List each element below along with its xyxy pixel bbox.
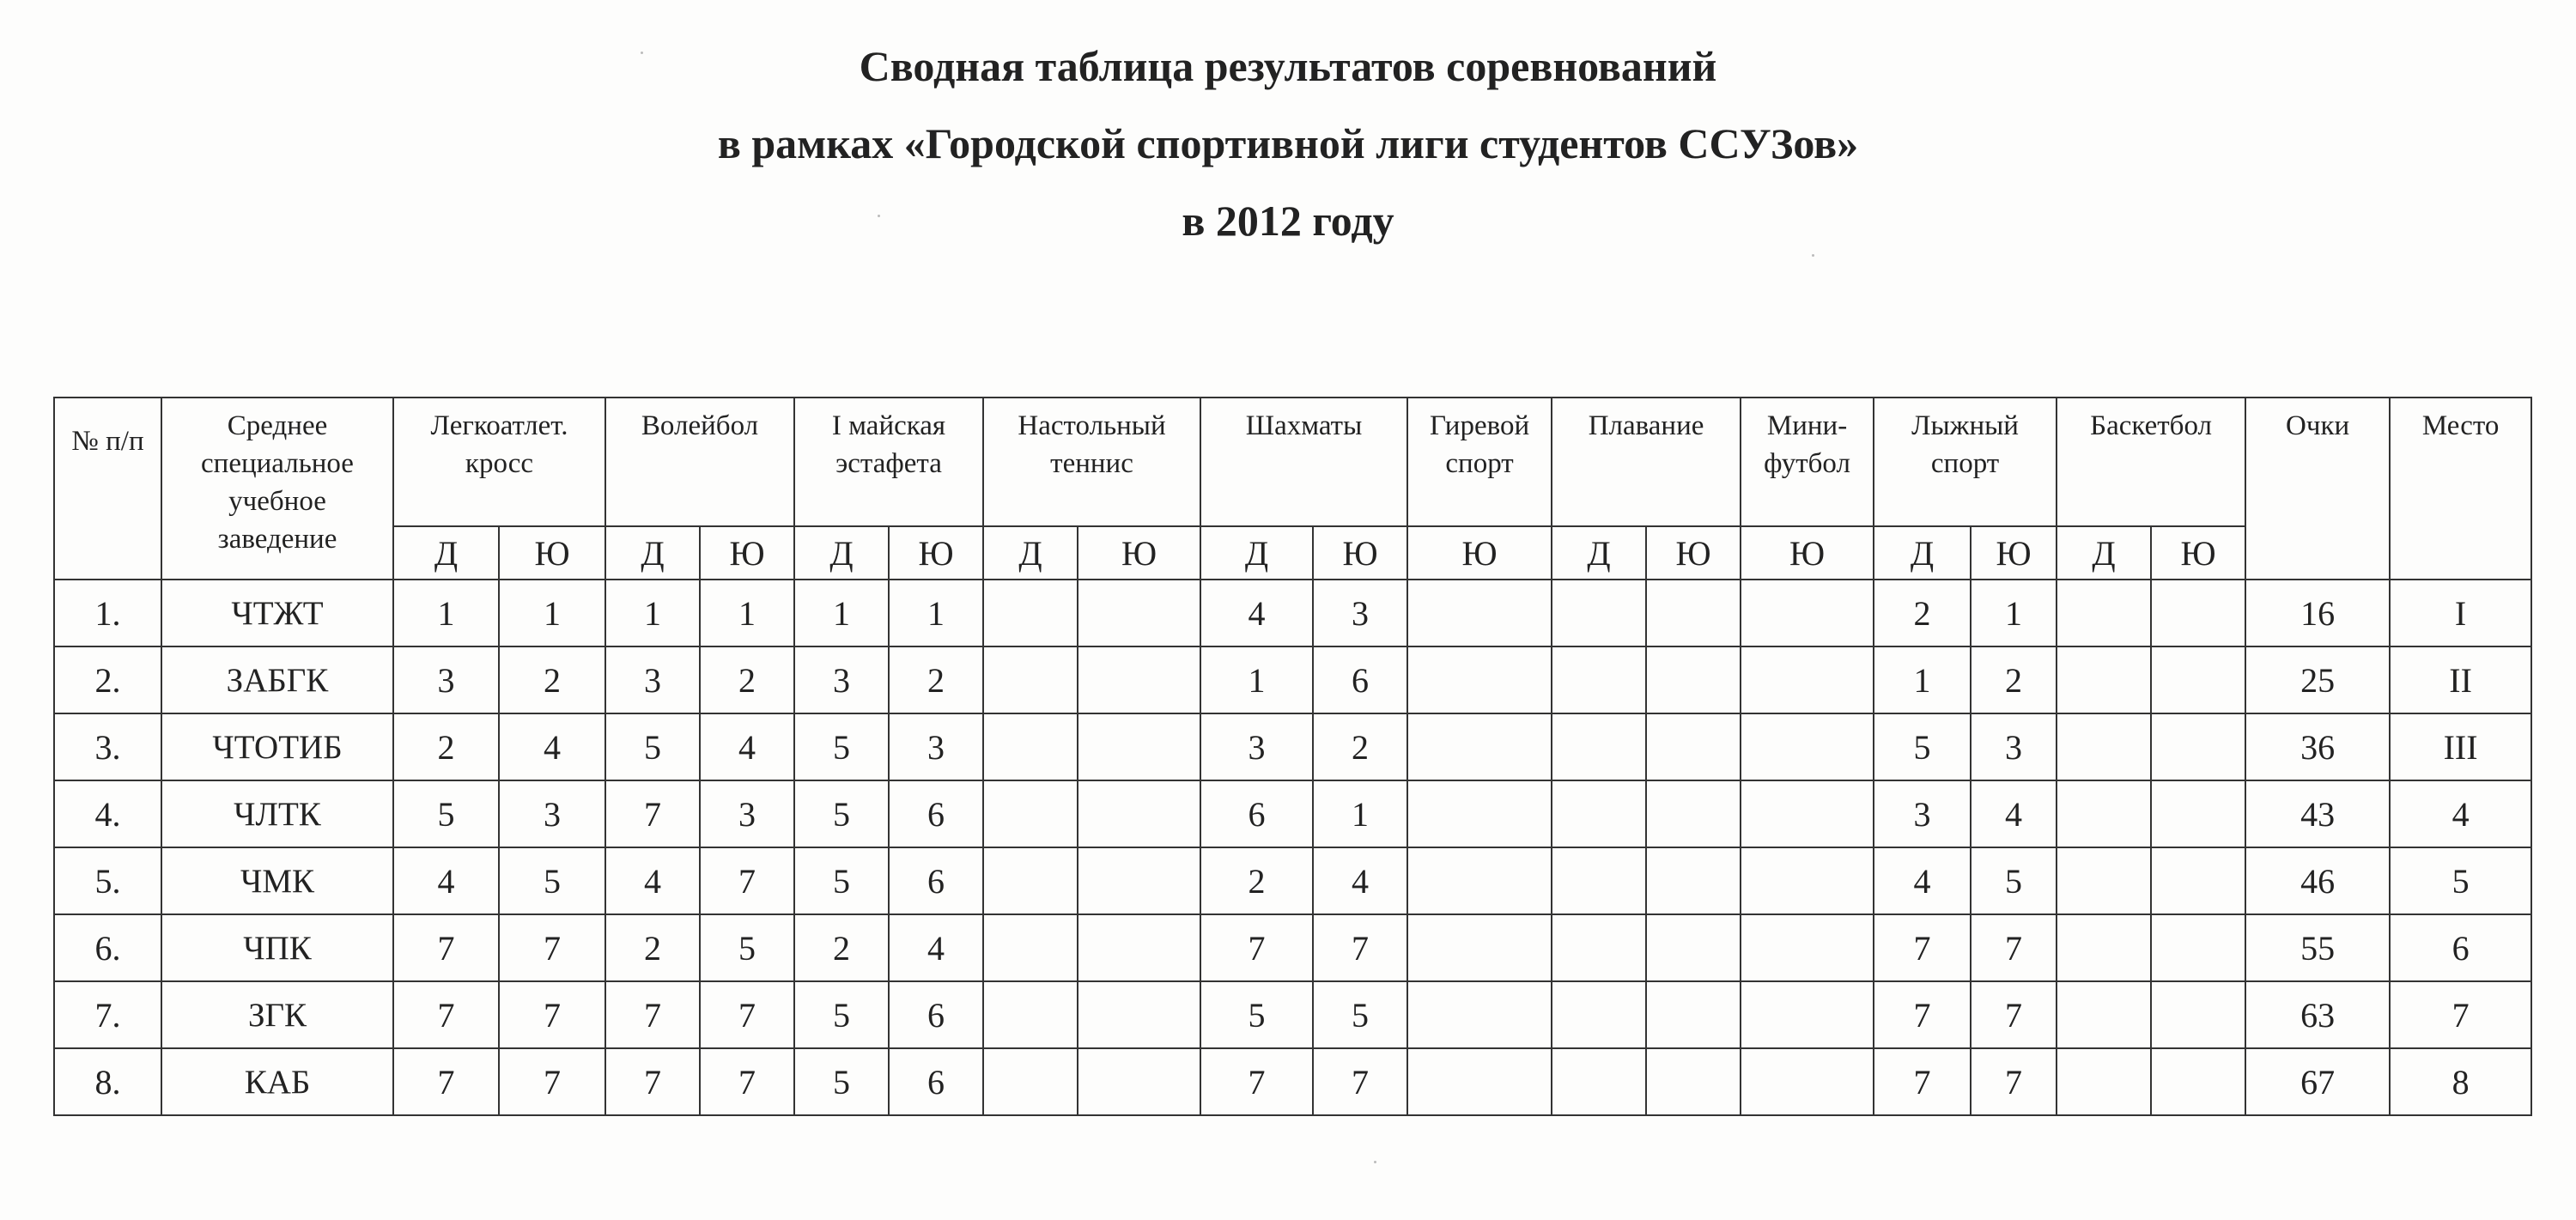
cell-football-y — [1741, 646, 1874, 713]
cell-ski-y: 5 — [1971, 847, 2057, 914]
table-row — [54, 981, 2531, 1048]
cell-swim-y — [1646, 981, 1741, 1048]
cell-ski-d: 2 — [1874, 580, 1971, 646]
subheader-boys: Ю — [1741, 526, 1874, 580]
cell-basket-d — [2057, 914, 2151, 981]
table-row — [54, 713, 2531, 780]
results-table — [53, 397, 2532, 1116]
cell-basket-d — [2057, 780, 2151, 847]
cell-place: 4 — [2390, 780, 2531, 847]
header-volleyball: Волейбол — [605, 398, 794, 526]
cell-basket-d — [2057, 981, 2151, 1048]
table-row — [54, 580, 2531, 646]
cell-relay-d: 5 — [794, 1048, 889, 1115]
cell-swim-d — [1552, 780, 1646, 847]
subheader-boys: Ю — [1646, 526, 1741, 580]
subheader-boys: Ю — [499, 526, 605, 580]
cell-kettlebell-y — [1407, 780, 1552, 847]
row-num: 5. — [54, 847, 161, 914]
cell-swim-d — [1552, 847, 1646, 914]
subheader-girls: Д — [1200, 526, 1313, 580]
title-line-3: в 2012 году — [1182, 197, 1394, 245]
cell-place: 8 — [2390, 1048, 2531, 1115]
cell-points: 25 — [2245, 646, 2390, 713]
cell-swim-y — [1646, 780, 1741, 847]
cell-tennis-y — [1078, 713, 1200, 780]
row-num: 2. — [54, 646, 161, 713]
cell-ski-d: 1 — [1874, 646, 1971, 713]
row-school: ЧТОТИБ — [161, 713, 393, 780]
cell-place: III — [2390, 713, 2531, 780]
cell-basket-d — [2057, 713, 2151, 780]
cell-chess-d: 7 — [1200, 1048, 1313, 1115]
cell-tennis-d — [983, 780, 1078, 847]
cell-place: 5 — [2390, 847, 2531, 914]
row-num: 8. — [54, 1048, 161, 1115]
header-school: Среднее специальное учебное заведение — [161, 398, 393, 580]
cell-ski-d: 4 — [1874, 847, 1971, 914]
row-school: ЧТЖТ — [161, 580, 393, 646]
cell-swim-y — [1646, 1048, 1741, 1115]
cell-chess-d: 1 — [1200, 646, 1313, 713]
cell-ski-d: 7 — [1874, 914, 1971, 981]
cell-relay-d: 5 — [794, 713, 889, 780]
header-num: № п/п — [54, 398, 161, 580]
cell-chess-d: 4 — [1200, 580, 1313, 646]
cell-relay-y: 3 — [889, 713, 983, 780]
cell-chess-d: 5 — [1200, 981, 1313, 1048]
cell-relay-d: 5 — [794, 981, 889, 1048]
cell-tennis-y — [1078, 981, 1200, 1048]
cell-relay-y: 6 — [889, 780, 983, 847]
cell-swim-y — [1646, 580, 1741, 646]
cell-volley-y: 7 — [700, 847, 794, 914]
cell-basket-y — [2151, 847, 2245, 914]
cell-volley-d: 7 — [605, 981, 700, 1048]
cell-points: 43 — [2245, 780, 2390, 847]
title-line-1: Сводная таблица результатов соревнований — [859, 42, 1717, 90]
cell-relay-d: 1 — [794, 580, 889, 646]
row-school: ЧМК — [161, 847, 393, 914]
cell-basket-y — [2151, 580, 2245, 646]
cell-basket-d — [2057, 1048, 2151, 1115]
cell-football-y — [1741, 580, 1874, 646]
subheader-girls: Д — [1552, 526, 1646, 580]
cell-cross-d: 7 — [393, 914, 499, 981]
cell-cross-d: 2 — [393, 713, 499, 780]
cell-volley-d: 3 — [605, 646, 700, 713]
cell-ski-y: 4 — [1971, 780, 2057, 847]
subheader-boys: Ю — [1313, 526, 1407, 580]
cell-points: 36 — [2245, 713, 2390, 780]
document-title — [0, 27, 2576, 259]
row-school: ЗАБГК — [161, 646, 393, 713]
cell-football-y — [1741, 981, 1874, 1048]
subheader-boys: Ю — [1971, 526, 2057, 580]
subheader-boys: Ю — [2151, 526, 2245, 580]
cell-volley-d: 7 — [605, 780, 700, 847]
cell-tennis-d — [983, 1048, 1078, 1115]
scan-speck — [641, 52, 643, 54]
cell-tennis-d — [983, 914, 1078, 981]
cell-relay-y: 1 — [889, 580, 983, 646]
cell-kettlebell-y — [1407, 646, 1552, 713]
cell-chess-y: 2 — [1313, 713, 1407, 780]
cell-tennis-d — [983, 580, 1078, 646]
cell-football-y — [1741, 780, 1874, 847]
cell-ski-y: 7 — [1971, 981, 2057, 1048]
cell-volley-y: 2 — [700, 646, 794, 713]
cell-volley-d: 7 — [605, 1048, 700, 1115]
title-line-2: в рамках «Городской спортивной лиги студентов ССУЗов» — [717, 119, 1859, 167]
cell-ski-y: 7 — [1971, 914, 2057, 981]
cell-ski-d: 3 — [1874, 780, 1971, 847]
subheader-girls: Д — [794, 526, 889, 580]
cell-place: II — [2390, 646, 2531, 713]
cell-points: 46 — [2245, 847, 2390, 914]
cell-ski-d: 7 — [1874, 981, 1971, 1048]
cell-chess-y: 1 — [1313, 780, 1407, 847]
scan-speck — [1812, 254, 1814, 257]
cell-cross-y: 2 — [499, 646, 605, 713]
cell-place: I — [2390, 580, 2531, 646]
cell-chess-d: 2 — [1200, 847, 1313, 914]
cell-cross-y: 7 — [499, 981, 605, 1048]
cell-tennis-d — [983, 646, 1078, 713]
cell-cross-d: 4 — [393, 847, 499, 914]
cell-cross-d: 7 — [393, 981, 499, 1048]
cell-swim-d — [1552, 1048, 1646, 1115]
header-skiing: Лыжный спорт — [1874, 398, 2057, 526]
cell-swim-y — [1646, 646, 1741, 713]
cell-volley-y: 7 — [700, 981, 794, 1048]
cell-football-y — [1741, 847, 1874, 914]
cell-basket-y — [2151, 713, 2245, 780]
cell-chess-d: 6 — [1200, 780, 1313, 847]
header-chess: Шахматы — [1200, 398, 1407, 526]
cell-volley-d: 1 — [605, 580, 700, 646]
header-minifootball: Мини-футбол — [1741, 398, 1874, 526]
cell-basket-d — [2057, 847, 2151, 914]
cell-swim-d — [1552, 713, 1646, 780]
header-swimming: Плавание — [1552, 398, 1741, 526]
table-row — [54, 1048, 2531, 1115]
header-row — [54, 398, 2531, 526]
cell-football-y — [1741, 1048, 1874, 1115]
cell-points: 16 — [2245, 580, 2390, 646]
cell-relay-y: 6 — [889, 981, 983, 1048]
cell-ski-y: 7 — [1971, 1048, 2057, 1115]
cell-volley-y: 5 — [700, 914, 794, 981]
cell-basket-d — [2057, 646, 2151, 713]
subheader-boys: Ю — [889, 526, 983, 580]
cell-cross-y: 1 — [499, 580, 605, 646]
cell-relay-y: 4 — [889, 914, 983, 981]
cell-cross-d: 5 — [393, 780, 499, 847]
row-school: ЧЛТК — [161, 780, 393, 847]
cell-football-y — [1741, 713, 1874, 780]
subheader-girls: Д — [605, 526, 700, 580]
table-row — [54, 914, 2531, 981]
header-tabletennis: Настольный теннис — [983, 398, 1200, 526]
subheader-boys: Ю — [1078, 526, 1200, 580]
header-points: Очки — [2245, 398, 2390, 580]
cell-ski-d: 5 — [1874, 713, 1971, 780]
header-kettlebell: Гиревой спорт — [1407, 398, 1552, 526]
cell-kettlebell-y — [1407, 847, 1552, 914]
cell-tennis-d — [983, 847, 1078, 914]
cell-basket-y — [2151, 1048, 2245, 1115]
scan-speck — [1374, 1161, 1376, 1163]
cell-cross-y: 4 — [499, 713, 605, 780]
cell-kettlebell-y — [1407, 981, 1552, 1048]
cell-relay-d: 5 — [794, 780, 889, 847]
cell-chess-d: 3 — [1200, 713, 1313, 780]
cell-relay-d: 2 — [794, 914, 889, 981]
cell-tennis-y — [1078, 780, 1200, 847]
cell-kettlebell-y — [1407, 1048, 1552, 1115]
cell-swim-d — [1552, 981, 1646, 1048]
cell-cross-d: 1 — [393, 580, 499, 646]
cell-tennis-d — [983, 713, 1078, 780]
cell-cross-d: 7 — [393, 1048, 499, 1115]
cell-basket-y — [2151, 780, 2245, 847]
cell-kettlebell-y — [1407, 713, 1552, 780]
cell-swim-y — [1646, 847, 1741, 914]
cell-tennis-y — [1078, 914, 1200, 981]
cell-basket-y — [2151, 646, 2245, 713]
cell-place: 7 — [2390, 981, 2531, 1048]
cell-basket-d — [2057, 580, 2151, 646]
subheader-girls: Д — [2057, 526, 2151, 580]
cell-tennis-y — [1078, 646, 1200, 713]
subheader-boys: Ю — [1407, 526, 1552, 580]
cell-relay-y: 6 — [889, 1048, 983, 1115]
header-basketball: Баскетбол — [2057, 398, 2245, 526]
cell-relay-y: 2 — [889, 646, 983, 713]
cell-volley-y: 7 — [700, 1048, 794, 1115]
row-num: 7. — [54, 981, 161, 1048]
header-relay: I майская эстафета — [794, 398, 983, 526]
subheader-girls: Д — [983, 526, 1078, 580]
cell-tennis-y — [1078, 847, 1200, 914]
cell-tennis-y — [1078, 1048, 1200, 1115]
table-row — [54, 780, 2531, 847]
row-school: ЧПК — [161, 914, 393, 981]
subheader-boys: Ю — [700, 526, 794, 580]
subheader-girls: Д — [393, 526, 499, 580]
cell-ski-y: 3 — [1971, 713, 2057, 780]
cell-ski-d: 7 — [1874, 1048, 1971, 1115]
row-school: КАБ — [161, 1048, 393, 1115]
cell-swim-d — [1552, 914, 1646, 981]
cell-volley-y: 1 — [700, 580, 794, 646]
row-num: 4. — [54, 780, 161, 847]
header-cross: Легкоатлет. кросс — [393, 398, 605, 526]
cell-chess-d: 7 — [1200, 914, 1313, 981]
cell-basket-y — [2151, 981, 2245, 1048]
cell-place: 6 — [2390, 914, 2531, 981]
row-num: 1. — [54, 580, 161, 646]
scan-speck — [878, 215, 880, 217]
cell-swim-y — [1646, 713, 1741, 780]
cell-cross-y: 7 — [499, 1048, 605, 1115]
cell-chess-y: 7 — [1313, 914, 1407, 981]
cell-relay-d: 3 — [794, 646, 889, 713]
header-place: Место — [2390, 398, 2531, 580]
cell-relay-y: 6 — [889, 847, 983, 914]
header-subrow — [54, 526, 2531, 580]
table-row — [54, 847, 2531, 914]
cell-points: 63 — [2245, 981, 2390, 1048]
cell-tennis-y — [1078, 580, 1200, 646]
cell-tennis-d — [983, 981, 1078, 1048]
subheader-girls: Д — [1874, 526, 1971, 580]
row-school: ЗГК — [161, 981, 393, 1048]
cell-volley-y: 4 — [700, 713, 794, 780]
cell-chess-y: 3 — [1313, 580, 1407, 646]
row-num: 6. — [54, 914, 161, 981]
cell-swim-y — [1646, 914, 1741, 981]
cell-cross-y: 7 — [499, 914, 605, 981]
cell-volley-d: 2 — [605, 914, 700, 981]
cell-swim-d — [1552, 580, 1646, 646]
cell-relay-d: 5 — [794, 847, 889, 914]
cell-volley-d: 5 — [605, 713, 700, 780]
cell-cross-y: 5 — [499, 847, 605, 914]
cell-basket-y — [2151, 914, 2245, 981]
cell-cross-d: 3 — [393, 646, 499, 713]
cell-chess-y: 5 — [1313, 981, 1407, 1048]
cell-ski-y: 1 — [1971, 580, 2057, 646]
cell-points: 67 — [2245, 1048, 2390, 1115]
cell-ski-y: 2 — [1971, 646, 2057, 713]
table-row — [54, 646, 2531, 713]
cell-swim-d — [1552, 646, 1646, 713]
cell-football-y — [1741, 914, 1874, 981]
cell-kettlebell-y — [1407, 914, 1552, 981]
row-num: 3. — [54, 713, 161, 780]
cell-volley-y: 3 — [700, 780, 794, 847]
cell-chess-y: 6 — [1313, 646, 1407, 713]
cell-cross-y: 3 — [499, 780, 605, 847]
cell-points: 55 — [2245, 914, 2390, 981]
cell-chess-y: 7 — [1313, 1048, 1407, 1115]
cell-volley-d: 4 — [605, 847, 700, 914]
cell-kettlebell-y — [1407, 580, 1552, 646]
cell-chess-y: 4 — [1313, 847, 1407, 914]
